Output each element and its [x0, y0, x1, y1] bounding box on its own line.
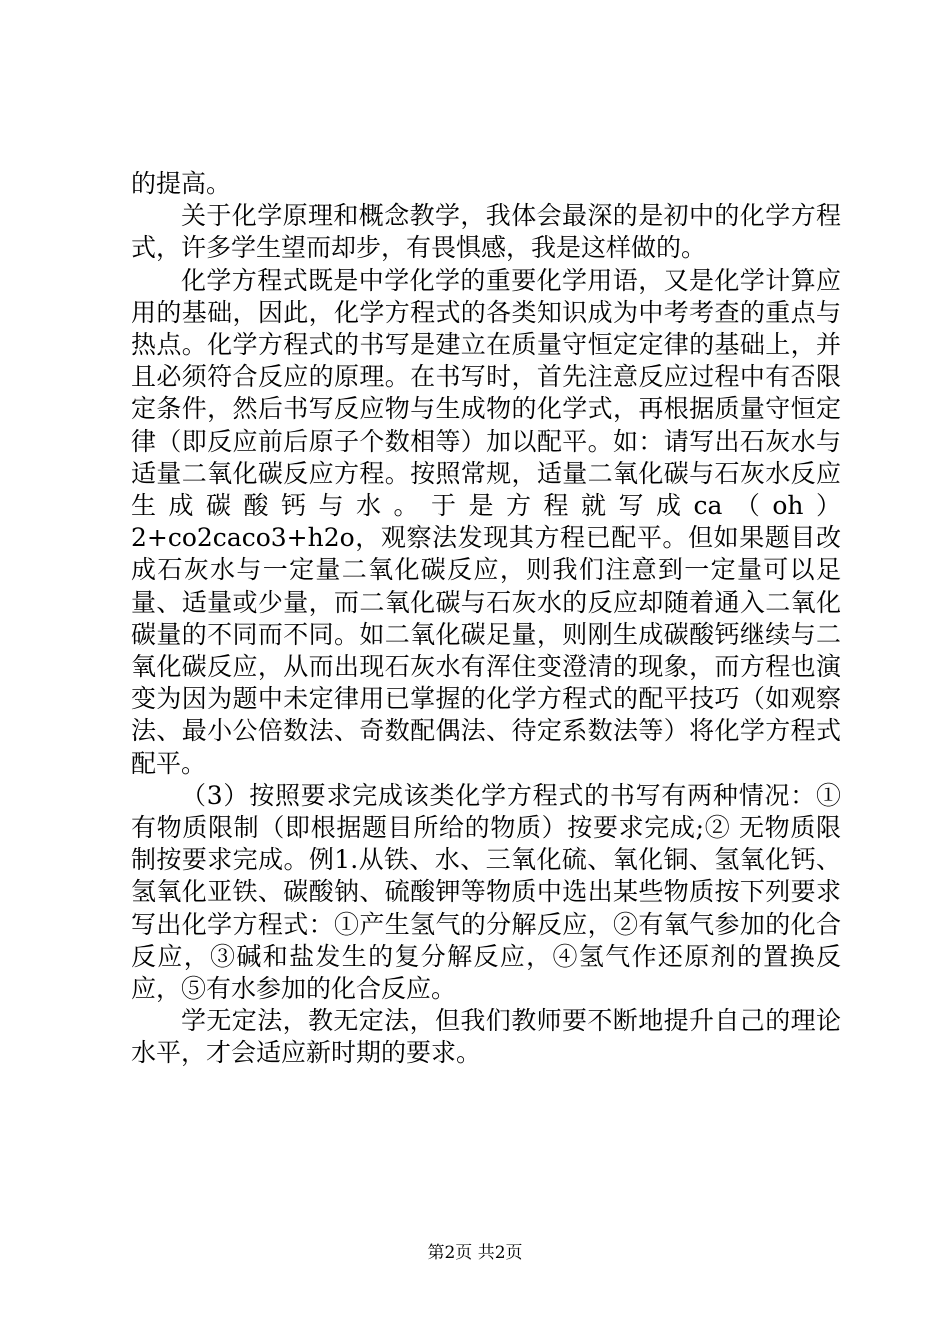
page-footer: 第2页 共2页: [427, 1243, 523, 1263]
paragraph-2: 关于化学原理和概念教学，我体会最深的是初中的化学方程式，许多学生望而却步，有畏惧感，我是这样做的。: [131, 201, 841, 263]
paragraph-4: （3）按照要求完成该类化学方程式的书写有两种情况：①有物质限制（即根据题目所给的物质）按要求完成;② 无物质限制按要求完成。例1.从铁、水、三氧化硫、氧化铜、氢氧化钙、氢氧化亚铁、碳酸钠、硫酸钾等物质中选出某些物质按下列要求写出化学方程式：①产生氢气的分解反应，②有氧气参加的化合反应，③碱和盐发生的复分解反应，④氢气作还原剂的置换反应，⑤有水参加的化合反应。: [131, 780, 841, 1004]
document-body: [131, 168, 841, 1070]
paragraph-1: 的提高。: [131, 169, 232, 198]
paragraph-5: 学无定法，教无定法，但我们教师要不断地提升自己的理论水平，才会适应新时期的要求。: [131, 1006, 841, 1068]
paragraph-3: 化学方程式既是中学化学的重要化学用语，又是化学计算应用的基础，因此，化学方程式的各类知识成为中考考查的重点与热点。化学方程式的书写是建立在质量守恒定定律的基础上，并且必须符合反应的原理。在书写时，首先注意反应过程中有否限定条件，然后书写反应物与生成物的化学式，再根据质量守恒定律（即反应前后原子个数相等）加以配平。如：请写出石灰水与适量二氧化碳反应方程。按照常规，适量二氧化碳与石灰水反应生成碳酸钙与水。于是方程就写成ca（oh）2+co2caco3+h2o，观察法发现其方程已配平。但如果题目改成石灰水与一定量二氧化碳反应，则我们注意到一定量可以足量、适量或少量，而二氧化碳与石灰水的反应却随着通入二氧化碳量的不同而不同。如二氧化碳足量，则刚生成碳酸钙继续与二氧化碳反应，从而出现石灰水有浑住变澄清的现象，而方程也演变为因为题中未定律用已掌握的化学方程式的配平技巧（如观察法、最小公倍数法、奇数配偶法、待定系数法等）将化学方程式配平。: [131, 265, 841, 778]
